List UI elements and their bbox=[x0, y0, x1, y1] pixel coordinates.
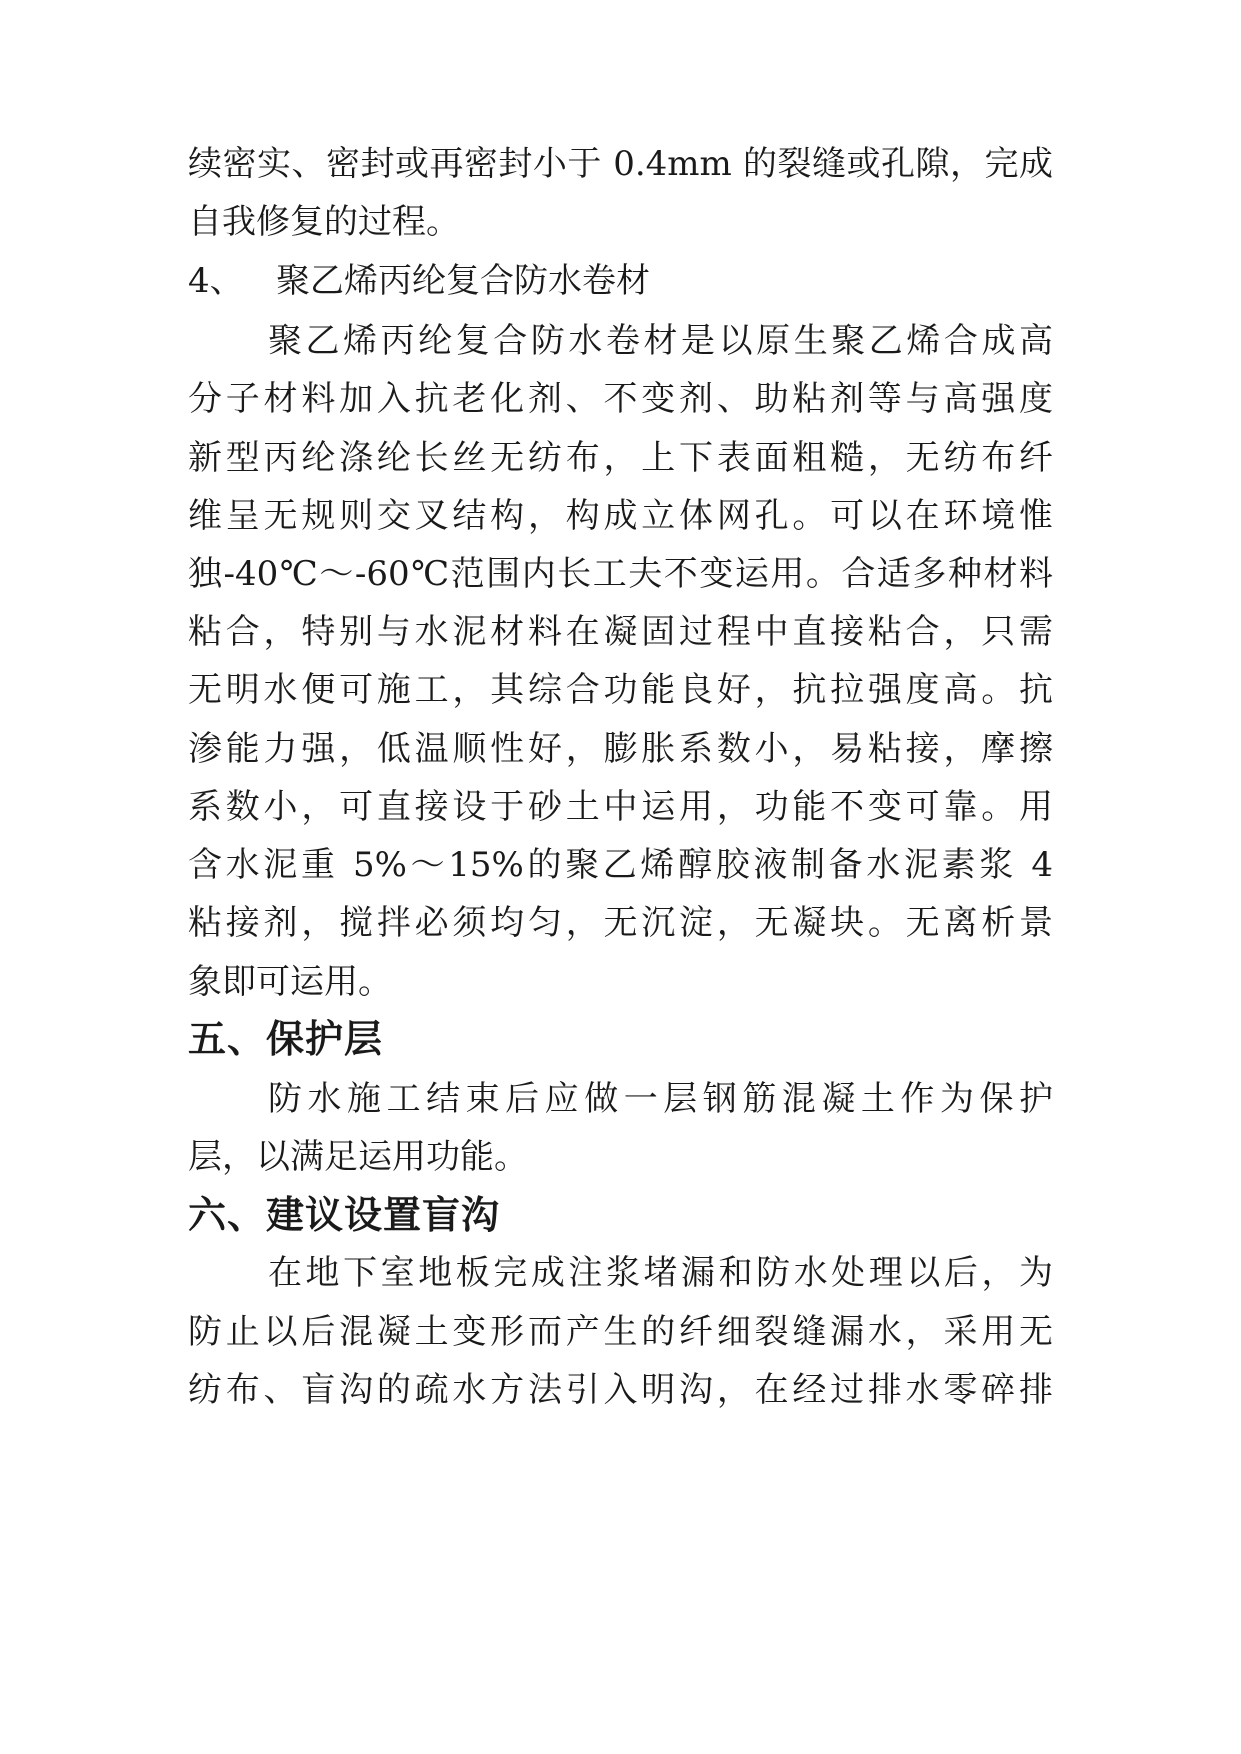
paragraph-line: 在地下室地板完成注浆堵漏和防水处理以后，为 bbox=[268, 1253, 1053, 1293]
section-heading: 六、建议设置盲沟 bbox=[188, 1193, 501, 1237]
paragraph-line: 粘接剂，搅拌必须均匀，无沉淀，无凝块。无离析景 bbox=[188, 903, 1053, 943]
paragraph-line: 独-40℃～-60℃范围内长工夫不变运用。合适多种材料 bbox=[188, 554, 1053, 594]
paragraph-line: 自我修复的过程。 bbox=[188, 202, 460, 242]
paragraph-line: 防水施工结束后应做一层钢筋混凝土作为保护 bbox=[268, 1079, 1053, 1119]
section-heading: 五、保护层 bbox=[188, 1017, 384, 1061]
paragraph-line: 渗能力强，低温顺性好，膨胀系数小，易粘接，摩擦 bbox=[188, 729, 1053, 769]
list-item-heading bbox=[188, 248, 650, 314]
paragraph-line: 聚乙烯丙纶复合防水卷材是以原生聚乙烯合成高 bbox=[268, 321, 1053, 361]
paragraph-line: 粘合，特别与水泥材料在凝固过程中直接粘合，只需 bbox=[188, 612, 1053, 652]
paragraph-line: 系数小，可直接设于砂土中运用，功能不变可靠。用 bbox=[188, 787, 1053, 827]
paragraph-line: 象即可运用。 bbox=[188, 962, 392, 1002]
paragraph-line: 新型丙纶涤纶长丝无纺布，上下表面粗糙，无纺布纤 bbox=[188, 438, 1053, 478]
list-item-number: 4、 bbox=[188, 261, 244, 301]
paragraph-line: 无明水便可施工，其综合功能良好，抗拉强度高。抗 bbox=[188, 670, 1053, 710]
paragraph-line: 防止以后混凝土变形而产生的纤细裂缝漏水，采用无 bbox=[188, 1312, 1053, 1352]
paragraph-line: 续密实、密封或再密封小于 0.4mm 的裂缝或孔隙，完成 bbox=[188, 144, 1053, 184]
paragraph-line: 含水泥重 5%～15%的聚乙烯醇胶液制备水泥素浆 4 bbox=[188, 845, 1053, 885]
list-item-title: 聚乙烯丙纶复合防水卷材 bbox=[276, 261, 650, 301]
paragraph-line: 维呈无规则交叉结构，构成立体网孔。可以在环境惟 bbox=[188, 496, 1053, 536]
paragraph-line: 层，以满足运用功能。 bbox=[188, 1137, 528, 1177]
paragraph-line: 分子材料加入抗老化剂、不变剂、助粘剂等与高强度 bbox=[188, 379, 1053, 419]
paragraph-line: 纺布、盲沟的疏水方法引入明沟，在经过排水零碎排 bbox=[188, 1370, 1053, 1410]
